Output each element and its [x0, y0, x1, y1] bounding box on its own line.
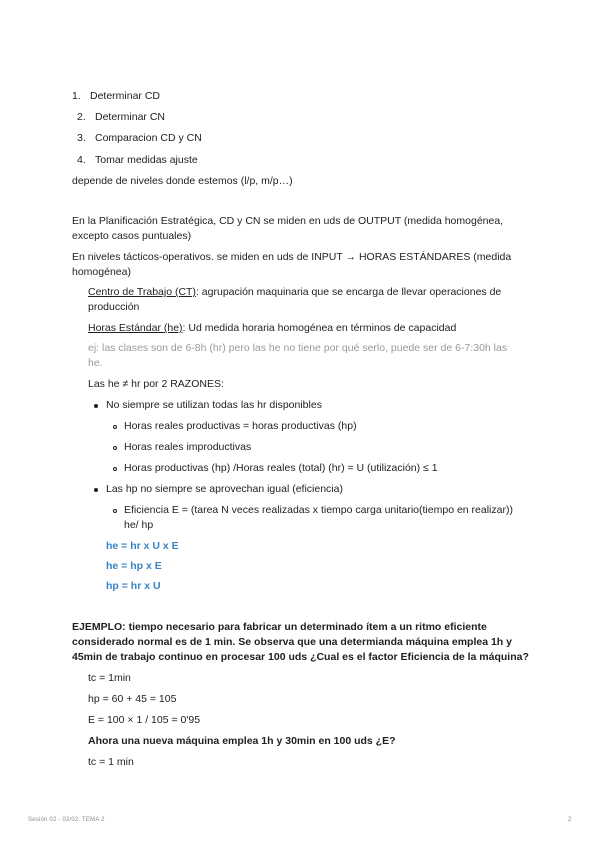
bullet-icon: [94, 488, 98, 492]
depende-text: depende de niveles donde estemos (l/p, m/p…): [72, 175, 293, 187]
niveles-line-1: En niveles tácticos-operativos. se miden en uds de INPUT → HORAS ESTÁNDARES (medida: [72, 251, 512, 263]
formula: he = hp x E: [106, 560, 162, 572]
he-definition: Horas Estándar (he): Ud medida horaria homogénea en términos de capacidad: [88, 322, 457, 334]
list-item: 2. Determinar CN: [77, 111, 166, 123]
list-item: 4. Tomar medidas ajuste: [77, 154, 198, 166]
ct-definition: Centro de Trabajo (CT): agrupación maquinaria que se encarga de llevar operaciones de: [88, 286, 502, 298]
calc-line: tc = 1min: [88, 672, 131, 684]
bullet-icon: [94, 404, 98, 408]
footer-title: Sesión 02 - 02/02: TEMA 2: [28, 817, 105, 823]
niveles-line-2: homogénea): [72, 266, 131, 278]
calc-line: tc = 1 min: [88, 756, 134, 768]
ejemplo-line-3: 45min de trabajo continuo en procesar 100 uds ¿Cual es el factor Eficiencia de la máquina?: [72, 651, 529, 663]
ct-term: Centro de Trabajo (CT): [88, 286, 196, 298]
list-item: 1. Determinar CD: [72, 90, 161, 102]
circle-bullet-icon: [113, 446, 117, 450]
page-number: 2: [568, 817, 572, 823]
sub-bullet-item: Horas reales productivas = horas productivas (hp): [124, 420, 357, 432]
planificacion-line-2: excepto casos puntuales): [72, 230, 192, 242]
list-item: 3. Comparacion CD y CN: [77, 132, 202, 144]
sub-bullet-item-line-2: he/ hp: [124, 519, 154, 531]
sub-bullet-item: Eficiencia E = (tarea N veces realizadas x tiempo carga unitario(tiempo en realizar)): [124, 504, 513, 516]
ej-note-line-1: ej: las clases son de 6-8h (hr) pero las he no tiene por qué serlo, puede ser de 6-7:30h las: [88, 342, 508, 354]
circle-bullet-icon: [113, 467, 117, 471]
planificacion-line-1: En la Planificación Estratégica, CD y CN se miden en uds de OUTPUT (medida homogénea,: [72, 215, 504, 227]
calc-line: hp = 60 + 45 = 105: [88, 693, 177, 705]
formula: he = hr x U x E: [106, 540, 179, 552]
nueva-maquina-question: Ahora una nueva máquina emplea 1h y 30min en 100 uds ¿E?: [88, 735, 396, 747]
sub-bullet-item: Horas productivas (hp) /Horas reales (total) (hr) = U (utilización) ≤ 1: [124, 462, 438, 474]
bullet-item: No siempre se utilizan todas las hr disponibles: [106, 399, 322, 411]
ejemplo-line-2: considerado normal es de 1 min. Se observa que una determianda máquina emplea 1h y: [72, 636, 512, 648]
calc-line: E = 100 × 1 / 105 = 0'95: [88, 714, 201, 726]
sub-bullet-item: Horas reales improductivas: [124, 441, 252, 453]
ct-definition-line-2: producción: [88, 301, 140, 313]
circle-bullet-icon: [113, 425, 117, 429]
ejemplo-line-1: EJEMPLO: tiempo necesario para fabricar un determinado ítem a un ritmo eficiente: [72, 621, 487, 633]
bullet-item: Las hp no siempre se aprovechan igual (eficiencia): [106, 483, 343, 495]
ej-note-line-2: he.: [88, 357, 103, 369]
razones-text: Las he ≠ hr por 2 RAZONES:: [88, 378, 224, 390]
formula: hp = hr x U: [106, 580, 161, 592]
he-term: Horas Estándar (he): [88, 322, 183, 334]
circle-bullet-icon: [113, 509, 117, 513]
